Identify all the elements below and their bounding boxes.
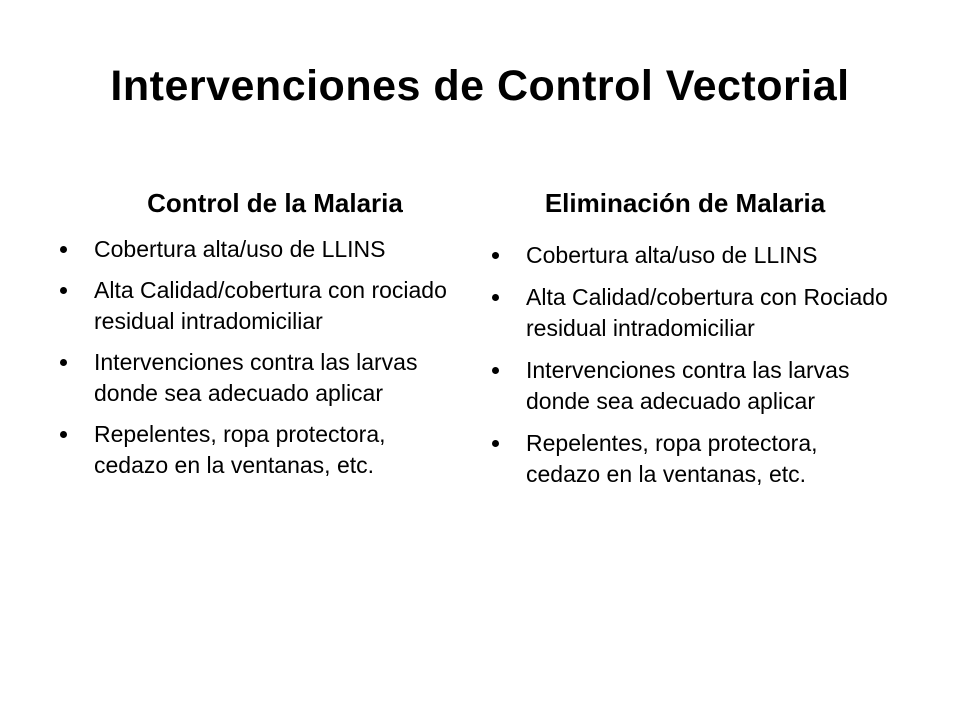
- left-column-heading: Control de la Malaria: [147, 188, 403, 218]
- list-item-text: Repelentes, ropa protectora, cedazo en la ventanas, etc.: [526, 430, 818, 487]
- list-item: [492, 428, 892, 490]
- list-item-text: Cobertura alta/uso de LLINS: [94, 236, 386, 262]
- bullet-icon: [60, 246, 67, 253]
- list-item-text: Intervenciones contra las larvas donde sea adecuado aplicar: [94, 349, 418, 406]
- left-bullet-list: [60, 234, 460, 491]
- bullet-icon: [492, 294, 499, 301]
- list-item-text: Intervenciones contra las larvas donde sea adecuado aplicar: [526, 357, 850, 414]
- bullet-icon: [60, 359, 67, 366]
- list-item-text: Repelentes, ropa protectora, cedazo en la ventanas, etc.: [94, 421, 386, 478]
- right-bullet-list: [492, 240, 892, 501]
- list-item: [492, 240, 892, 271]
- bullet-icon: [492, 440, 499, 447]
- bullet-icon: [492, 367, 499, 374]
- right-column-heading: Eliminación de Malaria: [544, 188, 826, 218]
- bullet-icon: [492, 252, 499, 259]
- list-item: [492, 355, 892, 417]
- list-item: [60, 275, 460, 337]
- bullet-icon: [60, 431, 67, 438]
- list-item: [60, 234, 460, 265]
- list-item: [60, 419, 460, 481]
- slide-title: Intervenciones de Control Vectorial: [110, 62, 850, 110]
- list-item: [60, 347, 460, 409]
- bullet-icon: [60, 287, 67, 294]
- list-item: [492, 282, 892, 344]
- list-item-text: Cobertura alta/uso de LLINS: [526, 242, 818, 268]
- list-item-text: Alta Calidad/cobertura con rociado residual intradomiciliar: [94, 277, 447, 334]
- list-item-text: Alta Calidad/cobertura con Rociado residual intradomiciliar: [526, 284, 888, 341]
